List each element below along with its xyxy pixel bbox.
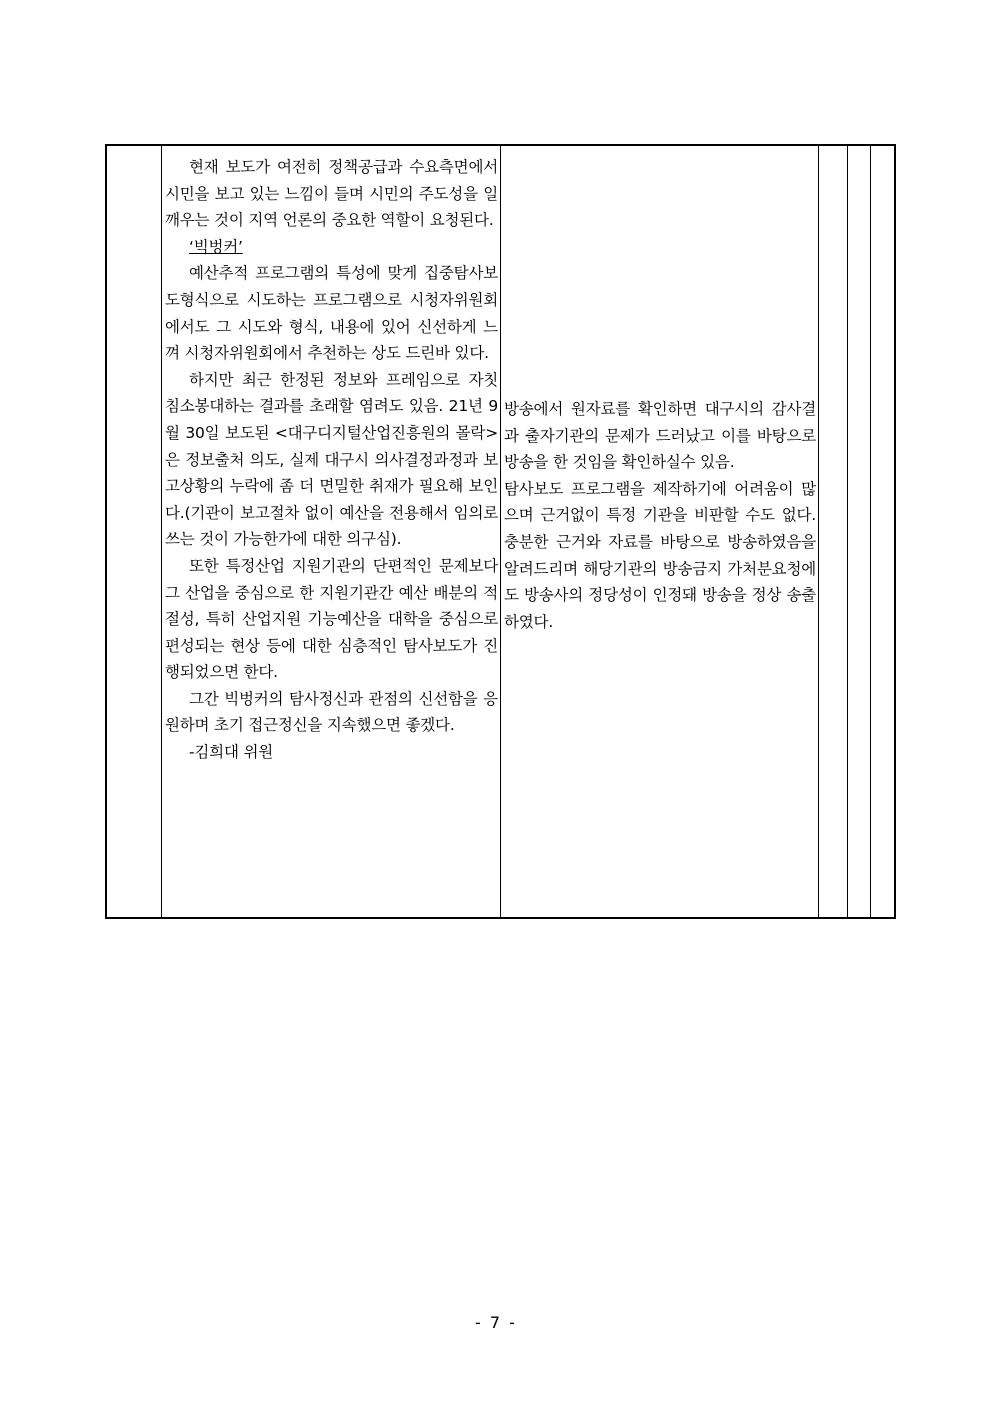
review-paragraph-2: 예산추적 프로그램의 특성에 맞게 집중탐사보도형식으로 시도하는 프로그램으로 시청자위원회에서도 그 시도와 형식, 내용에 있어 신선하게 느껴 시청자위원회에서 추천하는 상도 드린바 있다.: [165, 264, 498, 363]
review-paragraph-1: 현재 보도가 여전히 정책공급과 수요측면에서 시민을 보고 있는 느낌이 들며 시민의 주도성을 일깨우는 것이 지역 언론의 중요한 역할이 요청된다.: [165, 158, 498, 230]
program-title: [165, 234, 498, 261]
program-cell: [106, 145, 162, 918]
response-text: [501, 146, 818, 635]
review-paragraph-3: 하지만 최근 한정된 정보와 프레임으로 자칫 침소봉대하는 결과를 초래할 염려도 있음. 21년 9월 30일 보도된 <대구디지털산업진흥원의 몰락>은 정보출처 의도, 실제 대구시 의사결정과정과 보고상황의 누락에 좀 더 면밀한 취재가 필요해 보인다.(기관이 보고절차 없이 예산을 전용해서 임의로 쓰는 것이 가능한가에 대한 의구심).: [165, 370, 498, 549]
review-cell: [162, 145, 501, 918]
review-text: [162, 146, 500, 766]
table-row: [106, 145, 895, 918]
review-table: [105, 144, 896, 919]
empty-cell-1: [819, 145, 848, 918]
response-cell: [501, 145, 819, 918]
review-paragraph-5: 그간 빅벙커의 탐사정신과 관점의 신선함을 응원하며 초기 접근정신을 지속했으면 좋겠다.: [165, 689, 498, 735]
response-paragraph-1: 방송에서 원자료를 확인하면 대구시의 감사결과 출자기관의 문제가 드러났고 이를 바탕으로 방송을 한 것임을 확인하실수 있음.: [504, 400, 816, 472]
reviewer-signature: -김희대 위원: [189, 743, 273, 762]
review-paragraph-4: 또한 특정산업 지원기관의 단편적인 문제보다 그 산업을 중심으로 한 지원기관간 예산 배분의 적절성, 특히 산업지원 기능예산을 대학을 중심으로 편성되는 현상 등에 대한 심층적인 탐사보도가 진행되었으면 한다.: [165, 556, 498, 682]
empty-cell-3: [871, 145, 896, 918]
empty-cell-2: [848, 145, 871, 918]
program-title-text: ‘빅벙커’: [189, 237, 243, 256]
response-paragraph-2: 탐사보도 프로그램을 제작하기에 어려움이 많으며 근거없이 특정 기관을 비판할 수도 없다. 충분한 근거와 자료를 바탕으로 방송하였음을 알려드리며 해당기관의 방송금지 가처분요청에도 방송사의 정당성이 인정돼 방송을 정상 송출하였다.: [504, 479, 816, 631]
page-number: - 7 -: [475, 1313, 517, 1332]
